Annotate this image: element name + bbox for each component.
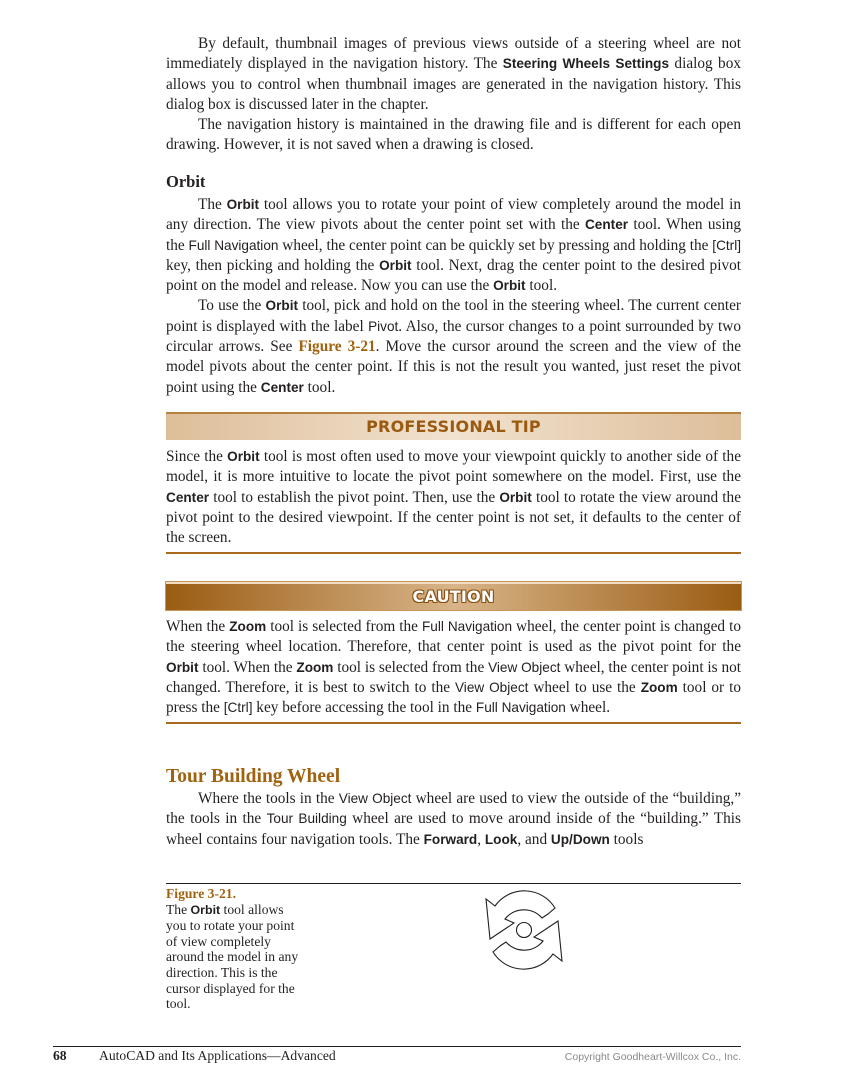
orbit-heading: Orbit (166, 172, 206, 191)
intro-section (166, 34, 741, 156)
figure-caption (166, 886, 306, 1012)
professional-tip-text: Since the Orbit tool is most often used to move your viewpoint quickly to another side of the model, it is more intuitive to locate the pivot point somewhere on the model. First, use the Center tool to establish the pivot point. Then, use the Orbit tool to rotate the view around the pivot point to the desired viewpoint. If the center point is not set, it defaults to the center of the screen. (166, 448, 741, 547)
tip-bottom-rule (166, 552, 741, 554)
page-number: 68 (53, 1048, 67, 1063)
dialog-name: Steering Wheels Settings (502, 56, 670, 72)
caution-text: When the Zoom tool is selected from the Full Navigation wheel, the center point is changed to the steering wheel location. Therefore, that center point is used as the pivot point for the Orbit tool. When the Zoom tool is selected from the View Object wheel, the center point is not changed. Therefore, it is best to switch to the View Object wheel to use the Zoom tool or to press the [Ctrl] key before accessing the tool in the Full Navigation wheel. (166, 618, 741, 717)
professional-tip-banner (166, 412, 741, 440)
copyright-notice: Copyright Goodheart-Willcox Co., Inc. (564, 1051, 741, 1063)
figure-reference-link[interactable]: Figure 3-21 (298, 338, 376, 356)
caution-bottom-rule (166, 722, 741, 724)
professional-tip-label: PROFESSIONAL TIP (366, 417, 541, 436)
orbit-section (166, 172, 741, 398)
book-title: AutoCAD and Its Applications—Advanced (99, 1048, 336, 1063)
footer-rule (53, 1046, 741, 1047)
intro-paragraph-1: By default, thumbnail images of previous views outside of a steering wheel are not immediately displayed in the navigation history. The Steering Wheels Settings dialog box allows you to control when thumbnail images are generated in the navigation history. This dialog box is discussed later in the chapter. (166, 35, 741, 113)
tour-building-paragraph: Where the tools in the View Object wheel are used to view the outside of the “building,” the tools in the Tour Building wheel are used to move around inside of the “building.” This wheel contains four navigation tools. The Forward, Look, and Up/Down tools (166, 790, 742, 848)
caution-label: CAUTION (412, 587, 495, 606)
figure-top-rule (166, 883, 741, 884)
tour-building-heading: Tour Building Wheel (166, 766, 341, 787)
caution-banner (166, 582, 741, 610)
figure-title: Figure 3-21. (166, 886, 236, 901)
orbit-paragraph-2: To use the Orbit tool, pick and hold on the tool in the steering wheel. The current center point is displayed with the label Pivot. Also, the cursor changes to a point surrounded by two circular arrows. See Figure 3-21. Move the cursor around the screen and the view of the model pivots about the center point. If this is not the result you wanted, just reset the pivot point using the Center tool. (166, 297, 741, 396)
orbit-paragraph-1: The Orbit tool allows you to rotate your point of view completely around the model in any direction. The view pivots about the center point set with the Center tool. When using the Full Navigation wheel, the center point can be quickly set by pressing and holding the [Ctrl] key, then picking and holding the Orbit tool. Next, drag the center point to the desired pivot point on the model and release. Now you can use the Orbit tool. (166, 196, 741, 295)
intro-paragraph-2: The navigation history is maintained in the drawing file and is different for each open drawing. However, it is not saved when a drawing is closed. (166, 116, 741, 154)
figure-caption-text: The Orbit tool allows you to rotate your point of view completely around the model in any direction. This is the cursor displayed for the tool. (166, 901, 299, 1012)
professional-tip-box (166, 412, 741, 554)
tour-building-section (166, 766, 741, 850)
page-footer (53, 1048, 741, 1064)
caution-box (166, 582, 741, 724)
orbit-cursor-icon (482, 888, 566, 972)
